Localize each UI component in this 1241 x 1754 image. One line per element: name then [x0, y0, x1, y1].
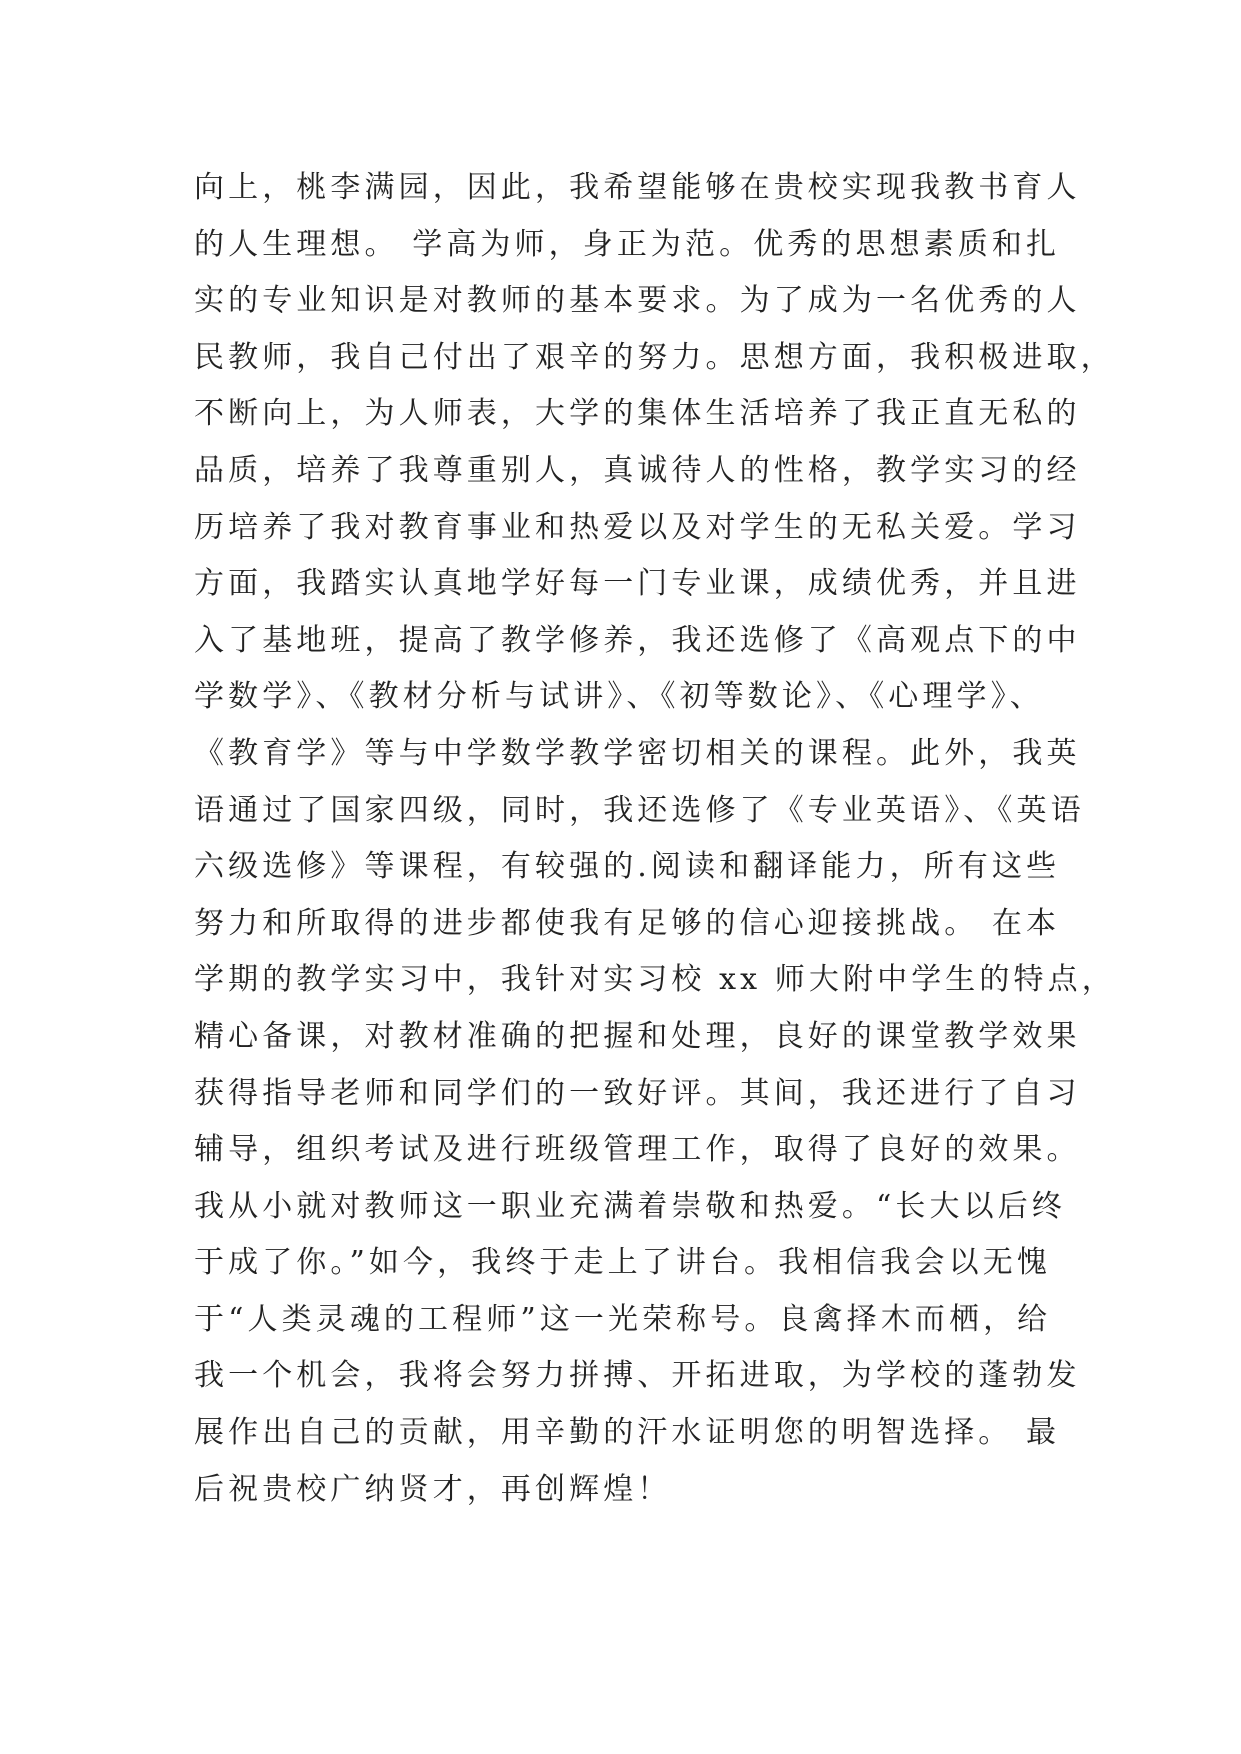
text-line: 展作出自己的贡献，用辛勤的汗水证明您的明智选择。 最 — [194, 1415, 1061, 1451]
text-line: 品质，培养了我尊重别人，真诚待人的性格，教学实习的经 — [194, 452, 1081, 488]
text-line: 学期的教学实习中，我针对实习校 xx 师大附中学生的特点， — [194, 962, 1116, 998]
text-line: 学数学》、《教材分析与试讲》、《初等数论》、《心理学》、 — [194, 679, 1044, 715]
text-line: 向上，桃李满园，因此，我希望能够在贵校实现我教书育人 — [194, 170, 1081, 205]
text-line: 努力和所取得的进步都使我有足够的信心迎接挑战。 在本 — [194, 905, 1061, 941]
text-line: 于成了你。”如今，我终于走上了讲台。我相信我会以无愧 — [194, 1245, 1051, 1281]
text-line: 民教师，我自己付出了艰辛的努力。思想方面，我积极进取， — [194, 339, 1115, 375]
text-line: 我从小就对教师这一职业充满着崇敬和热爱。“长大以后终 — [194, 1188, 1066, 1224]
text-line: 不断向上，为人师表，大学的集体生活培养了我正直无私的 — [194, 396, 1081, 432]
text-line: 的人生理想。 学高为师，身正为范。优秀的思想素质和扎 — [194, 226, 1061, 262]
text-line: 历培养了我对教育事业和热爱以及对学生的无私关爱。学习 — [194, 509, 1081, 545]
text-line: 我一个机会，我将会努力拼搏、开拓进取，为学校的蓬勃发 — [194, 1358, 1081, 1394]
body-text — [194, 160, 1116, 1518]
text-line: 语通过了国家四级，同时，我还选修了《专业英语》、《英语 — [194, 792, 1085, 828]
text-line: 获得指导老师和同学们的一致好评。其间，我还进行了自习 — [194, 1075, 1081, 1111]
text-line: 六级选修》等课程，有较强的.阅读和翻译能力，所有这些 — [194, 849, 1061, 885]
text-line: 精心备课，对教材准确的把握和处理，良好的课堂教学效果 — [194, 1018, 1081, 1054]
text-line: 后祝贵校广纳贤才，再创辉煌！ — [194, 1471, 672, 1507]
text-line: 《教育学》等与中学数学教学密切相关的课程。此外，我英 — [194, 735, 1081, 771]
text-line: 实的专业知识是对教师的基本要求。为了成为一名优秀的人 — [194, 283, 1081, 319]
text-line: 方面，我踏实认真地学好每一门专业课，成绩优秀，并且进 — [194, 566, 1081, 602]
text-line: 于“人类灵魂的工程师”这一光荣称号。良禽择木而栖，给 — [194, 1301, 1052, 1337]
text-line: 入了基地班，提高了教学修养，我还选修了《高观点下的中 — [194, 622, 1081, 658]
text-line: 辅导，组织考试及进行班级管理工作，取得了良好的效果。 — [194, 1132, 1081, 1168]
